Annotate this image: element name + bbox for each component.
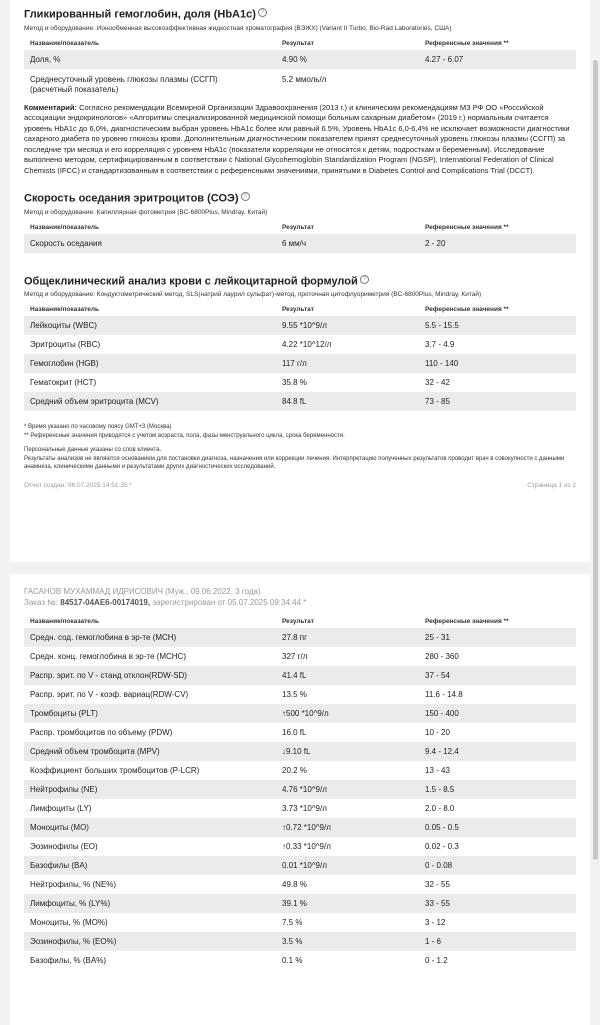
- table-row: Скорость оседания 6 мм/ч 2 - 20: [24, 234, 576, 253]
- table-row: Лейкоциты (WBC) 9.55 *10^9/л 5.5 - 15.5: [24, 316, 576, 335]
- page-number: Страница 1 из 2: [527, 481, 576, 489]
- table-row: Базофилы (BA) 0.01 *10^9/л 0 - 0.08: [24, 856, 576, 875]
- table-row: Лимфоциты, % (LY%) 39.1 % 33 - 55: [24, 894, 576, 913]
- table-row: Распр. тромбоцитов по объему (PDW) 16.0 fL 10 - 20: [30, 728, 450, 737]
- cbc-continued-rows: [24, 628, 576, 970]
- table-header: Название/показатель Результат Референсные значения **: [30, 39, 509, 47]
- table-row: Распр. эрит. по V - коэф. вариац(RDW-CV) 13.5 % 11.6 - 14.8: [30, 690, 463, 699]
- table-row: Лимфоциты (LY) 3.73 *10^9/л 2.0 - 8.0: [30, 804, 455, 813]
- hba1c-table: [24, 38, 576, 95]
- patient-header: [24, 586, 576, 608]
- table-header: Название/показатель Результат Референсные значения **: [30, 223, 509, 231]
- table-row: Эритроциты (RBC) 4.22 *10^12/л 3.7 - 4.9: [30, 340, 455, 350]
- table-row: Эозинофилы, % (EO%) 3.5 % 1 - 6: [24, 932, 576, 951]
- footnotes: * Время указано по часовому поясу GMT+3 (Москва) ** Референсные значения приводятся с учетом возраста, пола, фазы менструального цикла, срока беременности. Персональные данные указаны со слов клиента. Результаты анализов не являются основанием для постановки диагноза, назначения или коррекции лечения. Интерпретацию полученных результатов проводит врач в совокупности с данными анамнеза, клиническими данными и результатами других диагностических исследований.: [24, 424, 565, 471]
- info-icon[interactable]: ?: [360, 275, 369, 284]
- hba1c-comment: Комментарий: Согласно рекомендации Всемирной Организации Здравоохранения (2013 г.) и клиническим рекомендациям МЗ РФ ОО «Российской ассоциации эндокринологов» «Алгоритмы специализированной медицинской помощи больным сахарным диабетом» (2019 г.) нормальным считается уровень HbA1c до 6,0%, диагностическим выбран уровень HbA1c более или равный 6.5%. Уровень HbA1c 6,0-6,4% не исключает возможности диагностики сахарного диабета по уровню глюкозы крови. Дополнительным диагностическим показателем принят среднесуточный уровень глюкозы плазмы (ССГП) за последние три месяца и его корреляция с уровнем HbA1c (показатели корреляции не относятся к детям, подросткам и беременным). Исследование выполнено методом, сертифицированным в соответствии с National Glycohemoglobin Standardization Program (NGSP), International Federation of Clinical Chemists (IFCC) и стандартизованным в соответствии с референсными значениями, принятыми в Diabetes Control and Complications Trial (DCCT).: [24, 102, 570, 175]
- esr-table: [24, 222, 576, 253]
- table-header: Название/показатель Результат Референсные значения **: [30, 306, 509, 314]
- table-row: Средн. сод. гемоглобина в эр-те (MCH) 27.8 пг 25 - 31: [24, 628, 576, 647]
- table-row: Моноциты (MO) ↑0.72 *10^9/л 0.05 - 0.5: [24, 818, 576, 837]
- order-info: Заказ №: 84517-04AE6-00174019, зарегистрирован от 05.07.2025 09:34:44 *: [24, 598, 307, 607]
- patient-name: ГАСАНОВ МУХАММАД ИДРИСОВИЧ (Муж., 09.06.2022, 3 года): [24, 587, 261, 596]
- flag-arrow-icon: ↑: [282, 709, 286, 718]
- report-page-1: [10, 0, 590, 562]
- hba1c-method: Метод и оборудование: Ионообменная высокоэффективная жидкостная хроматография (ВЭЖХ) (Variant II Turbo, Bio-Rad Laboratories, США): [24, 24, 452, 32]
- info-icon[interactable]: ?: [258, 8, 267, 17]
- flag-arrow-icon: ↑: [282, 823, 286, 832]
- table-row: Средн. конц. гемоглобина в эр-те (MCHC) 327 г/л 280 - 360: [30, 652, 459, 661]
- table-row: Моноциты, % (MO%) 7.5 % 3 - 12: [30, 918, 446, 927]
- table-row: Базофилы, % (BA%) 0.1 % 0 - 1.2: [30, 956, 448, 965]
- table-row: Нейтрофилы, % (NE%) 49.8 % 32 - 55: [30, 880, 450, 889]
- table-row: Среднесуточный уровень глюкозы плазмы (ССГП) (расчетный показатель) 5.2 ммоль/л: [30, 74, 327, 94]
- table-row: Коэффициент больших тромбоцитов (P-LCR) 20.2 % 13 - 43: [30, 766, 450, 775]
- table-row: Распр. эрит. по V - станд отклон(RDW-SD) 41.4 fL 37 - 54: [24, 666, 576, 685]
- info-icon[interactable]: ?: [241, 192, 250, 201]
- cbc-method: Метод и оборудование: Кондуктометрический метод, SLS(натрий лаурил сульфат)-метод, проточная цитофлуориметрия (BC-6800Plus, Mindray, Китай): [24, 291, 482, 299]
- table-row: Средний объем эритроцита (MCV) 84.8 fL 73 - 85: [24, 392, 576, 411]
- table-row: Нейтрофилы (NE) 4.76 *10^9/л 1.5 - 8.5: [24, 780, 576, 799]
- cbc-table: [24, 304, 576, 411]
- table-row: Тромбоциты (PLT) ↑500 *10^9/л 150 - 400: [24, 704, 576, 723]
- hba1c-title: Гликированный гемоглобин, доля (HbA1c) ?: [24, 8, 576, 21]
- table-row: Средний объем тромбоцита (MPV) ↓9.10 fL 9.4 - 12.4: [24, 742, 576, 761]
- cbc-title: Общеклинический анализ крови с лейкоцитарной формулой ?: [24, 275, 576, 288]
- table-header: Название/показатель Результат Референсные значения **: [30, 618, 509, 625]
- report-page-2: [10, 574, 590, 1025]
- table-row: Гематокрит (HCT) 35.8 % 32 - 42: [30, 378, 450, 388]
- flag-arrow-icon: ↓: [282, 747, 286, 756]
- flag-arrow-icon: ↑: [282, 842, 286, 851]
- esr-method: Метод и оборудование: Капиллярная фотометрия (BC-6800Plus, Mindray, Китай): [24, 208, 268, 216]
- table-row: Гемоглобин (HGB) 117 г/л 110 - 140: [24, 354, 576, 373]
- table-row: Доля, % 4.90 % 4.27 - 6.07: [24, 50, 576, 69]
- scrollbar[interactable]: [593, 60, 598, 860]
- esr-title: Скорость оседания эритроцитов (СОЭ) ?: [24, 192, 576, 205]
- report-created: Отчет создан: 06.07.2025 14:51:35 *: [24, 481, 132, 489]
- table-row: Эозинофилы (EO) ↑0.33 *10^9/л 0.02 - 0.3: [30, 842, 459, 851]
- cbc-continued-table: [24, 616, 576, 970]
- page-footer: [24, 482, 576, 489]
